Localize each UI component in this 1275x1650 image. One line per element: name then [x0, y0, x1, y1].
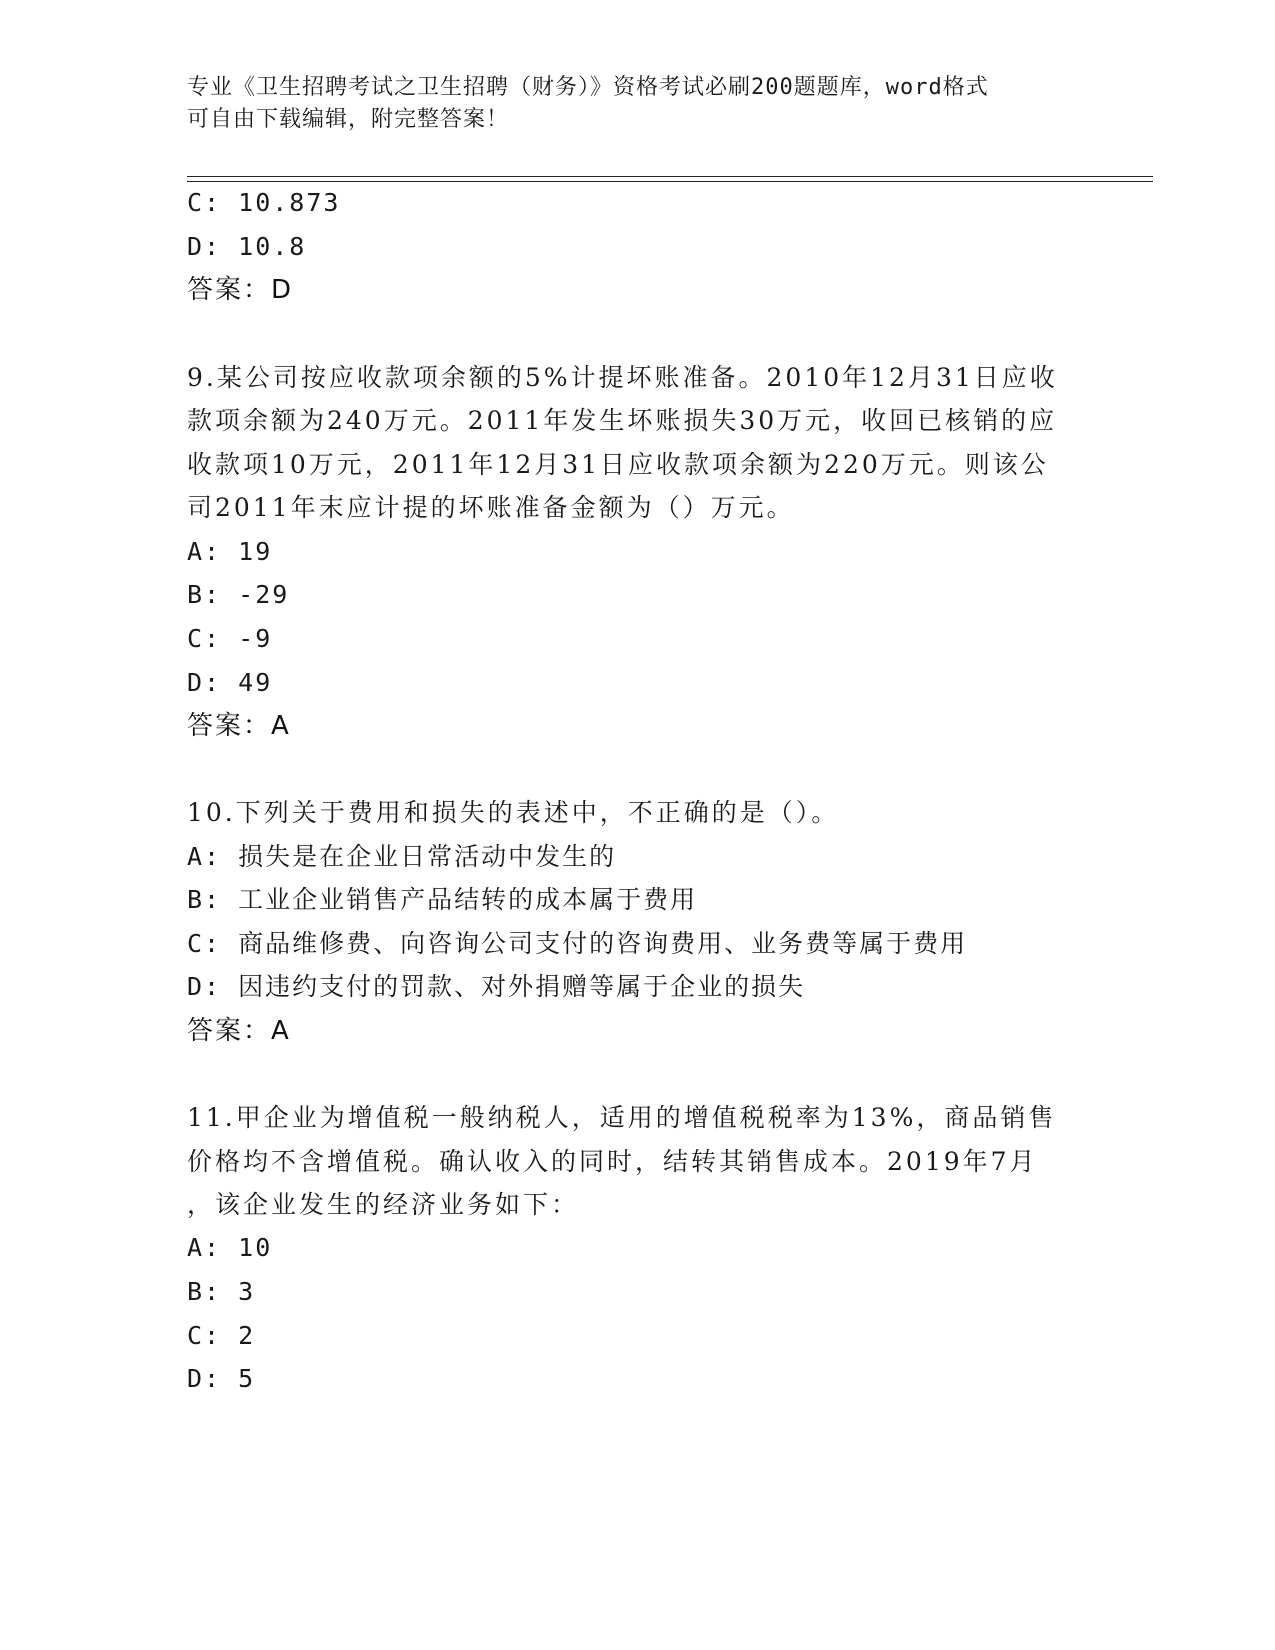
question-9-stem-line: 收款项10万元，2011年12月31日应收款项余额为220万元。则该公: [187, 450, 1049, 479]
answer: 答案：A: [187, 711, 291, 741]
option-a: A: 损失是在企业日常活动中发生的: [187, 842, 617, 871]
option-c: C: 10.873: [187, 188, 341, 217]
option-d: D: 5: [187, 1364, 256, 1393]
question-10-stem-line: 10.下列关于费用和损失的表述中，不正确的是（）。: [187, 798, 840, 827]
header-divider-bottom: [187, 181, 1153, 182]
option-d: D: 10.8: [187, 232, 307, 261]
header-divider-top: [187, 176, 1153, 177]
option-b: B: -29: [187, 580, 290, 609]
option-a: A: 10: [187, 1233, 273, 1262]
answer: 答案：D: [187, 275, 294, 305]
option-d: D: 49: [187, 668, 273, 697]
option-c: C: -9: [187, 624, 273, 653]
option-a: A: 19: [187, 537, 273, 566]
option-c: C: 商品维修费、向咨询公司支付的咨询费用、业务费等属于费用: [187, 929, 968, 958]
question-9-stem-line: 款项余额为240万元。2011年发生坏账损失30万元，收回已核销的应: [187, 406, 1058, 435]
question-11-stem-line: 价格均不含增值税。确认收入的同时，结转其销售成本。2019年7月: [187, 1147, 1038, 1176]
question-9-stem-line: 9.某公司按应收款项余额的5%计提坏账准备。2010年12月31日应收: [187, 363, 1058, 392]
page-header: [187, 72, 1087, 136]
question-9-stem-line: 司2011年末应计提的坏账准备金额为（）万元。: [187, 493, 795, 522]
option-b: B: 3: [187, 1277, 256, 1306]
question-11-stem-line: ，该企业发生的经济业务如下：: [187, 1190, 580, 1219]
header-title-line-1: 专业《卫生招聘考试之卫生招聘（财务）》资格考试必刷200题题库，word格式: [187, 75, 989, 100]
header-title-line-2: 可自由下载编辑，附完整答案！: [187, 107, 510, 132]
option-c: C: 2: [187, 1321, 256, 1350]
question-11-stem-line: 11.甲企业为增值税一般纳税人，适用的增值税税率为13%，商品销售: [187, 1103, 1057, 1132]
option-d: D: 因违约支付的罚款、对外捐赠等属于企业的损失: [187, 972, 806, 1001]
option-b: B: 工业企业销售产品结转的成本属于费用: [187, 885, 698, 914]
answer: 答案：A: [187, 1016, 291, 1046]
